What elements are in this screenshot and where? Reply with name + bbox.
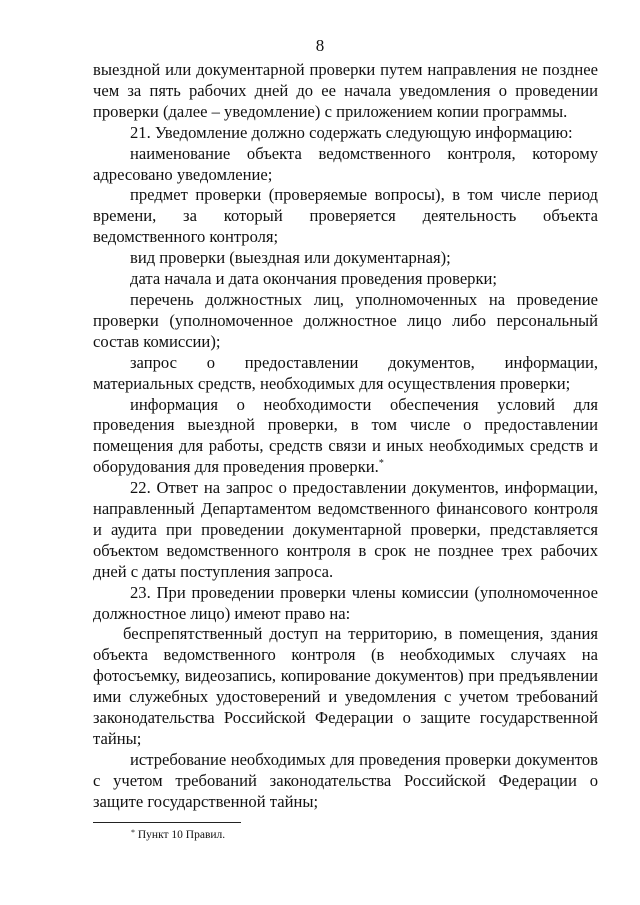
footnote-text: Пункт 10 Правил. bbox=[137, 829, 226, 841]
paragraph-clause-21: 21. Уведомление должно содержать следующую информацию: bbox=[130, 122, 573, 142]
footnote bbox=[131, 828, 225, 842]
footnote-marker: * bbox=[131, 828, 135, 837]
paragraph-item-request: запрос о предоставлении документов, информации, материальных средств, необходимых для осуществления проверки; bbox=[93, 352, 598, 393]
paragraph-item-addressee: наименование объекта ведомственного контроля, которому адресовано уведомление; bbox=[93, 143, 598, 184]
paragraph-item-documents: истребование необходимых для проведения проверки документов с учетом требований законодательства Российской Федерации о защите государственной тайны; bbox=[93, 749, 598, 811]
paragraph-clause-23: 23. При проведении проверки члены комиссии (уполномоченное должностное лицо) имеют право на: bbox=[93, 582, 598, 623]
paragraph-item-conditions-text: информация о необходимости обеспечения условий для проведения выездной проверки, в том числе о предоставлении помещения для работы, средств связи и иных необходимых средств и оборудования для проведения проверки. bbox=[93, 394, 598, 477]
paragraph-item-officials: перечень должностных лиц, уполномоченных на проведение проверки (уполномоченное должностное лицо либо персональный состав комиссии); bbox=[93, 289, 598, 351]
paragraph-item-conditions bbox=[93, 395, 598, 479]
paragraph-item-type: вид проверки (выездная или документарная); bbox=[130, 248, 451, 268]
footnote-reference-mark: * bbox=[378, 458, 384, 470]
paragraph-item-access: беспрепятственный доступ на территорию, в помещения, здания объекта ведомственного контроля (в необходимых случаях на фотосъемку, видеозапись, копирование документов) при предъявлении ими служебных удостоверений и уведомления с учетом требований законодательства Российской Федерации о защите государственной тайны; bbox=[93, 624, 598, 748]
paragraph-continuation: выездной или документарной проверки путем направления не позднее чем за пять рабочих дней до ее начала уведомления о проведении проверки (далее – уведомление) с приложением копии программы. bbox=[93, 60, 598, 121]
document-body bbox=[93, 60, 598, 813]
paragraph-clause-22: 22. Ответ на запрос о предоставлении документов, информации, направленный Департаментом ведомственного финансового контроля и аудита при проведении документарной проверки, представляется объектом ведомственного контроля в срок не позднее трех рабочих дней с даты поступления запроса. bbox=[93, 478, 598, 581]
paragraph-item-subject: предмет проверки (проверяемые вопросы), в том числе период времени, за который проверяется деятельность объекта ведомственного контроля; bbox=[93, 185, 598, 247]
paragraph-item-dates: дата начала и дата окончания проведения проверки; bbox=[130, 269, 498, 289]
page-number: 8 bbox=[315, 36, 325, 55]
footnote-divider bbox=[93, 822, 241, 823]
